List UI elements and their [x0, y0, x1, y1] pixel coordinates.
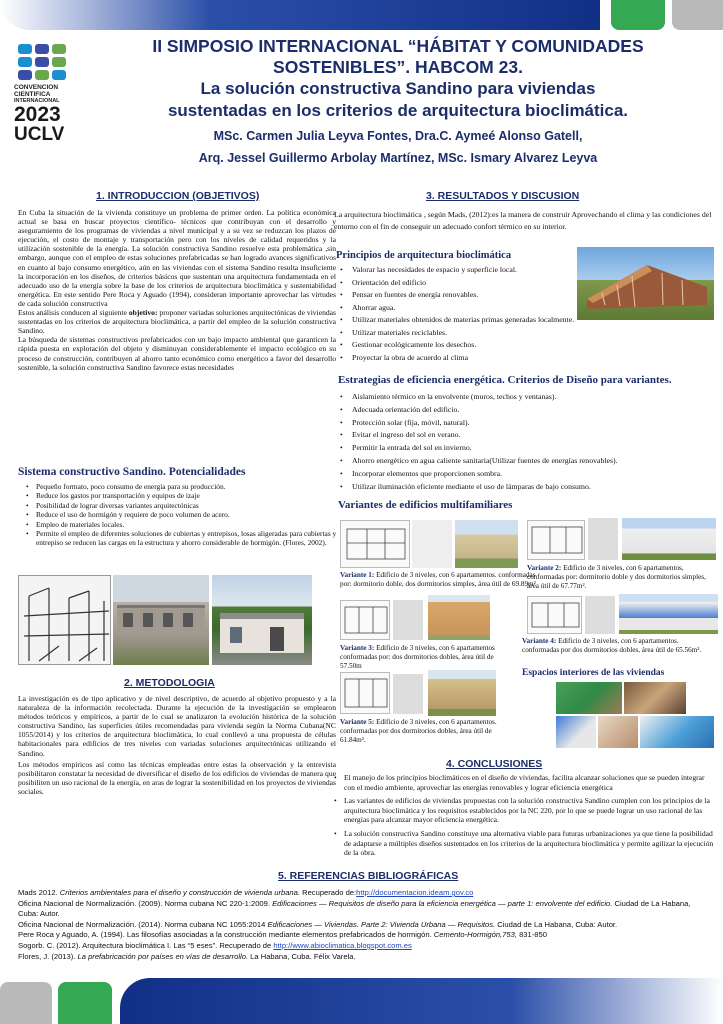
logo-mosaic-icon: [18, 44, 70, 80]
logo-org: UCLV: [14, 124, 65, 145]
variant4-floorplan: [527, 596, 582, 634]
variant1-floorplan: [340, 520, 410, 568]
variant2-elevation: [588, 518, 618, 560]
principio-item: • Gestionar ecológicamente los desechos.: [336, 339, 616, 352]
logo-year: 2023: [14, 103, 61, 126]
espacios-heading: Espacios interiores de las viviendas: [522, 668, 665, 678]
estrategia-item: • Utilizar iluminación eficiente mediante el uso de lámparas de bajo consumo.: [336, 481, 716, 494]
estrategia-item: • Protección solar (fija, móvil, natural).: [336, 417, 716, 430]
reference-item: Oficina Nacional de Normalización. (2014). Norma cubana NC 1055:2014 Edificaciones — Viviendas. Parte 2: Vivienda Urbana — Requisitos. Ciudad de La Habana, Cuba: Autor.: [18, 919, 618, 929]
top-grey-tab: [672, 0, 723, 30]
estrategia-item: • Incorporar elementos que proporcionen sombra.: [336, 468, 716, 481]
top-decor-bar: [0, 0, 600, 30]
bottom-grey-tab: [0, 982, 52, 1024]
logo-line3: INTERNACIONAL: [14, 98, 60, 104]
interior-photo-5: [640, 716, 714, 748]
logo-line2: CIENTIFICA: [14, 91, 51, 98]
variant3-caption: Variante 3: Edificio de 3 niveles, con 6 apartamentos conformadas por: dos dormitorios dobles, área útil de 57.50m: [340, 644, 495, 670]
estrategia-item: • Aislamiento térmico en la envolvente (muros, techos y ventanas).: [336, 391, 716, 404]
principio-item: • Utilizar materiales obtenidos de materias primas generadas localmente.: [336, 314, 616, 327]
reference-item: Oficina Nacional de Normalización. (2009). Norma cubana NC 220-1:2009. Edificaciones — Requisitos de diseño para la eficiencia energética — parte 1: envolvente del edificio. Ciudad de La Habana, Cuba: Autor.: [18, 898, 691, 919]
sandino-item: • Posibilidad de lograr diversas variantes arquitectónicas: [22, 501, 338, 510]
reference-item: Sogorb. C. (2012). Arquitectura bioclimática I. Las “5 eses”. Recuperado de http://www.abioclimatica.blogspot.com.es: [18, 940, 412, 950]
top-green-tab: [611, 0, 665, 30]
variant2-floorplan: [527, 520, 585, 560]
sandino-item: • Empleo de materiales locales.: [22, 520, 338, 529]
principio-item: • Proyectar la obra de acuerdo al clima: [336, 352, 616, 365]
variant4-caption: Variante 4: Edificio de 3 niveles, con 6 apartamentos. conformadas por dos dormitorios dobles, área útil de 65.56m².: [522, 637, 702, 654]
variant2-caption: Variante 2: Edificio de 3 niveles, con 6 apartamentos, conformadas por: dormitorio doble y dos dormitorios simples, área útil de 67.77m².: [527, 564, 706, 590]
metodologia-paragraph2: Los métodos empíricos así como las técnicas empleadas entre estas la observación y la entrevista posibilitaron constatar la necesidad de diversificar el diseño de los edificios de viviendas de manera que posibiliten un uso racional de la energía, en aras de lograr la sostenibilidad en los proyectos de viviendas sociales.: [18, 759, 336, 796]
principio-item: • Orientación del edificio: [336, 277, 616, 290]
interior-photo-1: [556, 682, 622, 714]
principios-list: [336, 264, 616, 364]
estrategia-item: • Ahorro energético en agua caliente sanitaria(Utilizar fuentes de energías renovables).: [336, 455, 716, 468]
principio-item: • Utilizar materiales reciclables.: [336, 327, 616, 340]
event-title-line2: SOSTENIBLES”. HABCOM 23.: [273, 57, 523, 77]
interior-photo-3: [556, 716, 596, 748]
poster-title-line2: sustentadas en los criterios de arquitectura bioclimática.: [167, 101, 629, 120]
variant4-elevation: [585, 596, 615, 634]
convention-logo: [14, 44, 70, 144]
principio-item: • Ahorrar agua.: [336, 302, 616, 315]
sandino-list: [22, 482, 338, 548]
variant5-render: [428, 670, 496, 716]
variant3-floorplan: [340, 600, 390, 640]
reference-link[interactable]: http://documentacion.ideam.gov.co: [356, 888, 474, 897]
metodologia-paragraph1: La investigación es de tipo aplicativo y de nivel descriptivo, de acuerdo al objetivo propuesto y a la naturaleza de la información recolectada. Durante la ejecución de la investigación se emplearon métodos teóricos y empíricos, a partir de lo cual se analizaron la evolución histórica de la solución constructiva Sandino, las superficies útiles recomendadas para vivienda según la Norma Cubana(NC 1055/2014) y los criterios de arquitectura bioclimática, lo cual conllevó a una propuesta de células habitacionales para edificios de tres niveles con variadas soluciones arquitectónicas utilizando el Sandino.: [18, 694, 336, 758]
conclusion-item: • La solución constructiva Sandino constituye una alternativa viable para futuras urbanizaciones ya que tiene la posibilidad de adaptarse a múltiples diseños sustentados en los criterios de la arquitectura bioclimática y permite agilizar la ejecución de la obra.: [330, 829, 715, 858]
intro-heading: 1. INTRODUCCION (OBJETIVOS): [96, 190, 260, 202]
reference-item: Pere Roca y Aguado, A. (1994). Las filosofías asociadas a la construcción mediante elementos prefabricados de hormigón. Cemento-Hormigón,753, 831-850: [18, 930, 547, 940]
variant1-elevation: [412, 520, 452, 568]
authors-line1: MSc. Carmen Julia Leyva Fontes, Dra.C. Aymeé Alonso Gatell,: [213, 129, 583, 143]
referencias-heading: 5. REFERENCIAS BIBLIOGRÁFICAS: [278, 870, 459, 882]
estrategias-heading: Estrategias de eficiencia energética. Criterios de Diseño para variantes.: [338, 374, 672, 386]
variant4-render: [619, 594, 718, 634]
variant2-render: [622, 518, 716, 560]
sandino-item: • Permite el empleo de diferentes soluciones de cubiertas y entrepisos, losas aligeradas para cubiertas y entrepiso se reducen las cargas en la estructura y ahorro considerable de hormigón. (Flores, 2002).: [22, 529, 338, 548]
estrategia-item: • Evitar el ingreso del sol en verano.: [336, 429, 716, 442]
sandino-item: • Reduce los gastos por transportación y equipos de izaje: [22, 491, 338, 500]
interior-photo-4: [598, 716, 638, 748]
sandino-item: • Pequeño formato, poco consumo de energía para su producción.: [22, 482, 338, 491]
references-list: [18, 888, 708, 962]
conclusion-item: • Las variantes de edificios de viviendas propuestas con la solución constructiva Sandino cumplen con los principios de la arquitectura bioclimática y los requisitos establecidos por la NC 220, por lo que se puede lograr un uso racional de las energías para alcanzar mayor eficiencia energética.: [330, 796, 715, 825]
variant1-caption: Variante 1: Edificio de 3 niveles, con 6 apartamentos. conformadas por: dormitorio doble, dos dormitorios simples, área útil de 69.89m²: [340, 571, 536, 588]
interior-photo-2: [624, 682, 686, 714]
metodologia-text: [18, 694, 336, 796]
poster-header: [88, 36, 708, 168]
variant5-elevation: [393, 674, 423, 714]
logo-line1: CONVENCION: [14, 84, 59, 91]
resultados-intro: La arquitectura bioclimática , según Mads, (2012):es la manera de construir Aprovechando el clima y las condiciones del entorno con el fin de conseguir un adecuado confort térmico en su interior.: [334, 210, 712, 231]
intro-paragraph2: Estos análisis conducen al siguiente objetivo: proponer variadas soluciones arquitectónicas de viviendas sustentadas en los criterios de arquitectura bioclimática, a partir del empleo de la solución constructiva Sandino.: [18, 308, 336, 336]
sandino-item: • Reduce el uso de hormigón y requiere de poco volumen de acero.: [22, 510, 338, 519]
principios-heading: Principios de arquitectura bioclimática: [336, 250, 512, 261]
conclusion-item: • El manejo de los principios bioclimáticos en el diseño de viviendas, facilita alcanzar soluciones que se pueden integrar con el medio ambiente, aprovechar las energías renovables y lograr eficiencia energética: [330, 773, 715, 792]
conclusiones-list: [330, 773, 715, 858]
estrategia-item: • Adecuada orientación del edificio.: [336, 404, 716, 417]
intro-text: [18, 208, 336, 372]
metodologia-heading: 2. METODOLOGIA: [124, 677, 215, 689]
estrategia-item: • Permitir la entrada del sol en invierno.: [336, 442, 716, 455]
reference-item: Mads 2012. Criterios ambientales para el diseño y construcción de vivienda urbana. Recuperado de:http://documentacion.ideam.gov.co: [18, 888, 474, 897]
variant5-floorplan: [340, 672, 390, 714]
reference-item: Flores, J. (2013). La prefabricación por países en vías de desarrollo. La Habana, Cuba. Félix Varela.: [18, 951, 356, 961]
variant3-render: [428, 595, 490, 640]
bottom-decor-bar: [120, 978, 723, 1024]
variant3-elevation: [393, 600, 423, 640]
intro-paragraph3: La búsqueda de sistemas constructivos prefabricados con un bajo impacto ambiental que garanticen la rápida puesta en explotación del objeto y disminuyan considerablemente el impacto ecológico en su proceso de construcción, contribuyen al ahorro tanto económico como energético a favor del desarrollo sostenible, la solución constructiva Sandino favorece estas necesidades: [18, 335, 336, 372]
variantes-heading: Variantes de edificios multifamiliares: [338, 499, 513, 511]
finished-house-photo: [212, 575, 312, 665]
principio-item: • Pensar en fuentes de energía renovables.: [336, 289, 616, 302]
principio-item: • Valorar las necesidades de espacio y superficie local.: [336, 264, 616, 277]
reference-link[interactable]: http://www.abioclimatica.blogspot.com.es: [273, 940, 412, 950]
sandino-heading: Sistema constructivo Sandino. Potencialidades: [18, 466, 246, 478]
event-title-line1: II SIMPOSIO INTERNACIONAL “HÁBITAT Y COMUNIDADES: [152, 36, 644, 56]
resultados-heading: 3. RESULTADOS Y DISCUSION: [426, 190, 580, 202]
intro-paragraph1: En Cuba la situación de la vivienda constituye un problema de primer orden. La política económica actual se basa en buscar proyectos científico- técnicos que contribuyan con el desarrollo y aseguramiento de los programas de viviendas a nivel municipal y a su vez se reduzcan los plazos de ejecución, el costo de montaje y transportación pero con los niveles de calidad requeridos y la utilización sostenible de la energía. La solución constructiva Sandino resuelve esta problemática ,sin embargo, aunque con el empleo de estas soluciones prefabricadas se han logrado avances significativos en cuanto al bajo consumo energético, aún en las viviendas con el sistema Sandino resulta insuficiente la incorporación en los diseños, de criterios básicos que sustentan una arquitectura fundamentada en el adecuado uso de la energía sobre la base de los criterios de arquitectura bioclimática y sustentabilidad energética. En este sentido Pere Roca y Aguado (1994), consideran importante aprovechar las virtudes de cada solución constructiva: [18, 208, 336, 308]
conclusiones-heading: 4. CONCLUSIONES: [446, 758, 543, 770]
variant1-render: [455, 520, 518, 568]
poster-title-line1: La solución constructiva Sandino para viviendas: [200, 79, 596, 98]
variant5-caption: Variante 5: Edificio de 3 niveles, con 6 apartamentos. conformadas por dos dormitorios dobles, área útil de 61.84m².: [340, 718, 497, 744]
structure-frame-photo: [18, 575, 111, 665]
building-under-construction-photo: [113, 575, 209, 665]
bioclimatic-building-photo: [577, 247, 714, 320]
authors-line2: Arq. Jessel Guillermo Arbolay Martínez, MSc. Ismary Alvarez Leyva: [198, 151, 598, 165]
bottom-green-tab: [58, 982, 112, 1024]
estrategias-list: [336, 391, 716, 493]
